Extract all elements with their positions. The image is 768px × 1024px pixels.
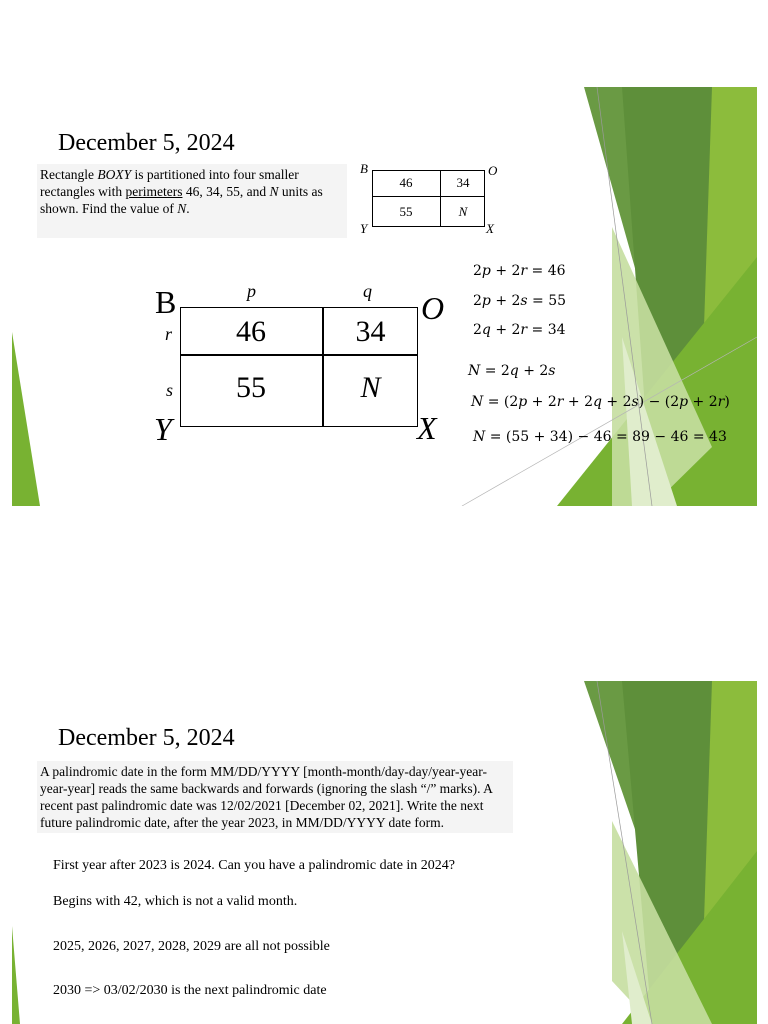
label-p: p (247, 281, 256, 301)
problem-text: 46, 34, 55, and (182, 184, 270, 199)
solution-line-1: First year after 2023 is 2024. Can you have a palindromic date in 2024? (53, 858, 456, 873)
large-cell-46: 46 (236, 314, 266, 348)
label-s: s (166, 380, 174, 400)
problem-text-n: N (177, 201, 187, 216)
problem-text: . (186, 201, 190, 216)
problem-text-boxy: BOXY (97, 167, 132, 182)
problem-text: Rectangle (40, 167, 98, 182)
slide-2-date-title: December 5, 2024 (58, 725, 235, 751)
small-rectangle-diagram (358, 161, 503, 235)
slide-1 (12, 87, 757, 506)
problem-text-n: N (269, 184, 279, 199)
problem-text: units as shown. Find the value of (40, 184, 323, 216)
small-cell-55: 55 (399, 204, 413, 219)
solution-line-3: 2025, 2026, 2027, 2028, 2029 are all not possible (53, 939, 330, 954)
small-cell-46: 46 (399, 175, 413, 190)
small-corner-x: X (486, 221, 494, 236)
large-corner-y: Y (154, 411, 172, 447)
solution-line-2: Begins with 42, which is not a valid month. (53, 894, 298, 909)
equation-5: 𝑁 = (2𝑝 + 2𝑟 + 2𝑞 + 2𝑠) − (2𝑝 + 2𝑟) (471, 394, 730, 410)
solution-line-4: 2030 => 03/02/2030 is the next palindromic date (53, 983, 327, 998)
slide-1-problem (37, 164, 347, 238)
small-cell-n: N (458, 204, 468, 219)
equation-4: 𝑁 = 2𝑞 + 2𝑠 (468, 363, 556, 379)
left-accent-shape (12, 926, 20, 1024)
large-corner-x: X (417, 410, 437, 446)
left-accent-shape (12, 332, 40, 506)
small-corner-o: O (488, 163, 498, 178)
equation-3: 2𝑞 + 2𝑟 = 34 (473, 322, 566, 338)
large-corner-o: O (421, 290, 445, 326)
large-cell-55: 55 (236, 371, 266, 404)
small-corner-y: Y (360, 221, 368, 236)
equation-2: 2𝑝 + 2𝑠 = 55 (473, 293, 567, 309)
problem-text-perimeters: perimeters (125, 184, 183, 199)
large-corner-b: B (155, 284, 177, 320)
slide-1-date-title: December 5, 2024 (58, 130, 235, 156)
small-corner-b: B (360, 161, 368, 176)
slide-2 (12, 681, 757, 1024)
large-cell-34: 34 (355, 314, 386, 348)
label-q: q (363, 281, 372, 301)
label-r: r (165, 324, 173, 344)
problem-text: is partitioned into four smaller rectangles with (40, 167, 299, 199)
slide-2-problem: A palindromic date in the form MM/DD/YYYY [month-month/day-day/year-year-year-year] reads the same backwards and forwards (ignoring the slash “/” marks). A recent past palindromic date was 12/02/2021 [December 02, 2021]. Write the next future palindromic date, after the year 2023, in MM/DD/YYYY date form. (37, 761, 513, 833)
small-cell-34: 34 (456, 175, 470, 190)
equation-1: 2𝑝 + 2𝑟 = 46 (473, 263, 566, 279)
large-cell-n: N (360, 371, 381, 404)
equation-6: 𝑁 = (55 + 34) − 46 = 89 − 46 = 43 (473, 429, 727, 445)
